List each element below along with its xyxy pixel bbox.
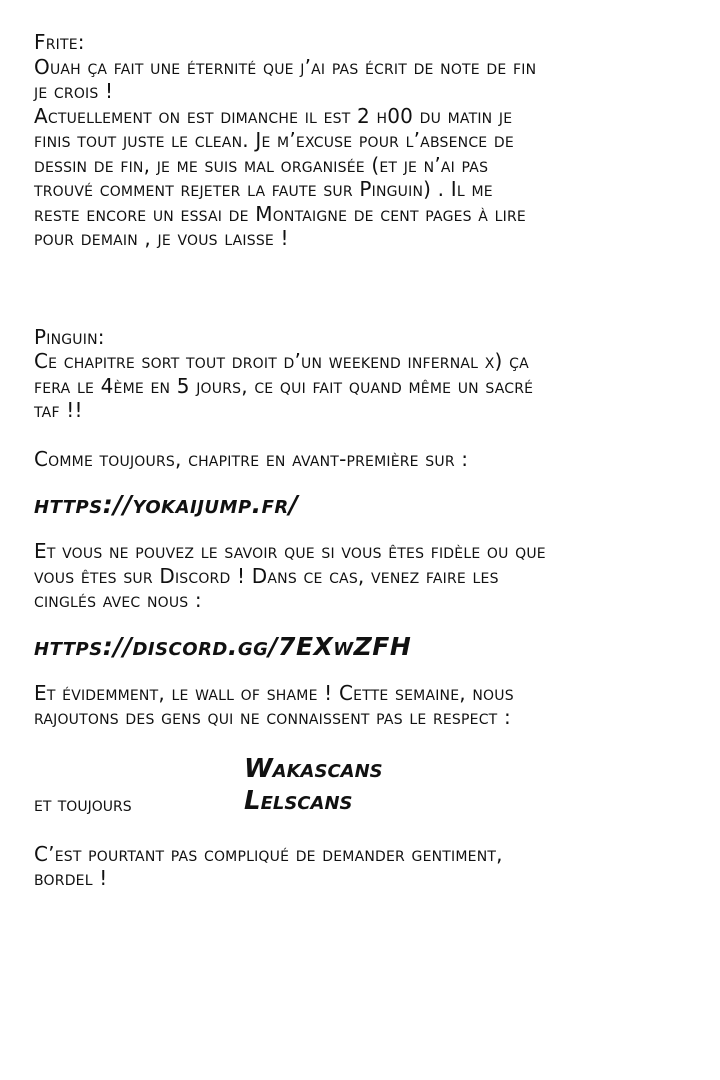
discord-intro-line: vous êtes sur Discord ! Dans ce cas, venez faire les [34, 563, 499, 588]
paragraph-spacer [34, 818, 694, 842]
paragraph-spacer [34, 471, 694, 491]
frite-note [34, 30, 694, 251]
pinguin-note-line: Ce chapitre sort tout droit d’un weekend infernal x) ça [34, 349, 529, 373]
pinguin-note-line: taf !! [34, 398, 83, 422]
frite-note-line: je crois ! [34, 79, 114, 103]
frite-note-line: reste encore un essai de Montaigne de cent pages à lire [34, 201, 526, 226]
paragraph-spacer [34, 519, 694, 539]
frite-note-line: Actuellement on est dimanche il est 2 h00 du matin je [34, 103, 513, 128]
frite-note-line: finis tout juste le clean. Je m’excuse pour l’absence de [34, 128, 514, 152]
shame-intro-line: rajoutons des gens qui ne connaissent pas le respect : [34, 705, 511, 729]
closing-line: bordel ! [34, 866, 108, 890]
section-spacer [34, 251, 694, 325]
shame-intro-line: Et évidemment, le wall of shame ! Cette semaine, nous [34, 680, 514, 705]
shame-name-wakascans: Wakascans [244, 753, 383, 784]
shame-name-lelscans: Lelscans [244, 785, 353, 816]
pinguin-author-label: Pinguin: [34, 324, 105, 349]
shame-prefix: et toujours [34, 791, 132, 816]
preview-intro: Comme toujours, chapitre en avant-première sur : [34, 446, 469, 471]
pinguin-note-line: fera le 4ème en 5 jours, ce qui fait quand même un sacré [34, 373, 534, 398]
discord-link[interactable]: https://discord.gg/7EXwZFH [34, 631, 412, 661]
closing-line: C’est pourtant pas compliqué de demander gentiment, [34, 841, 503, 866]
frite-note-line: trouvé comment rejeter la faute sur Pinguin) . Il me [34, 177, 493, 201]
frite-note-line: dessin de fin, je me suis mal organisée (et je n’ai pas [34, 152, 489, 177]
paragraph-spacer [34, 423, 694, 447]
yokaijump-link[interactable]: https://yokaijump.fr/ [34, 490, 299, 519]
paragraph-spacer [34, 613, 694, 633]
paragraph-spacer [34, 730, 694, 754]
translator-notes-page [34, 30, 694, 891]
frite-note-line: Ouah ça fait une éternité que j’ai pas écrit de note de fin [34, 54, 537, 79]
frite-author-label: Frite: [34, 30, 85, 54]
wall-of-shame-row [34, 786, 694, 818]
paragraph-spacer [34, 661, 694, 681]
discord-intro-line: Et vous ne pouvez le savoir que si vous êtes fidèle ou que [34, 539, 546, 563]
frite-note-line: pour demain , je vous laisse ! [34, 226, 289, 250]
wall-of-shame-row [34, 754, 694, 786]
pinguin-note [34, 325, 694, 891]
discord-intro-line: cinglés avec nous : [34, 588, 202, 612]
